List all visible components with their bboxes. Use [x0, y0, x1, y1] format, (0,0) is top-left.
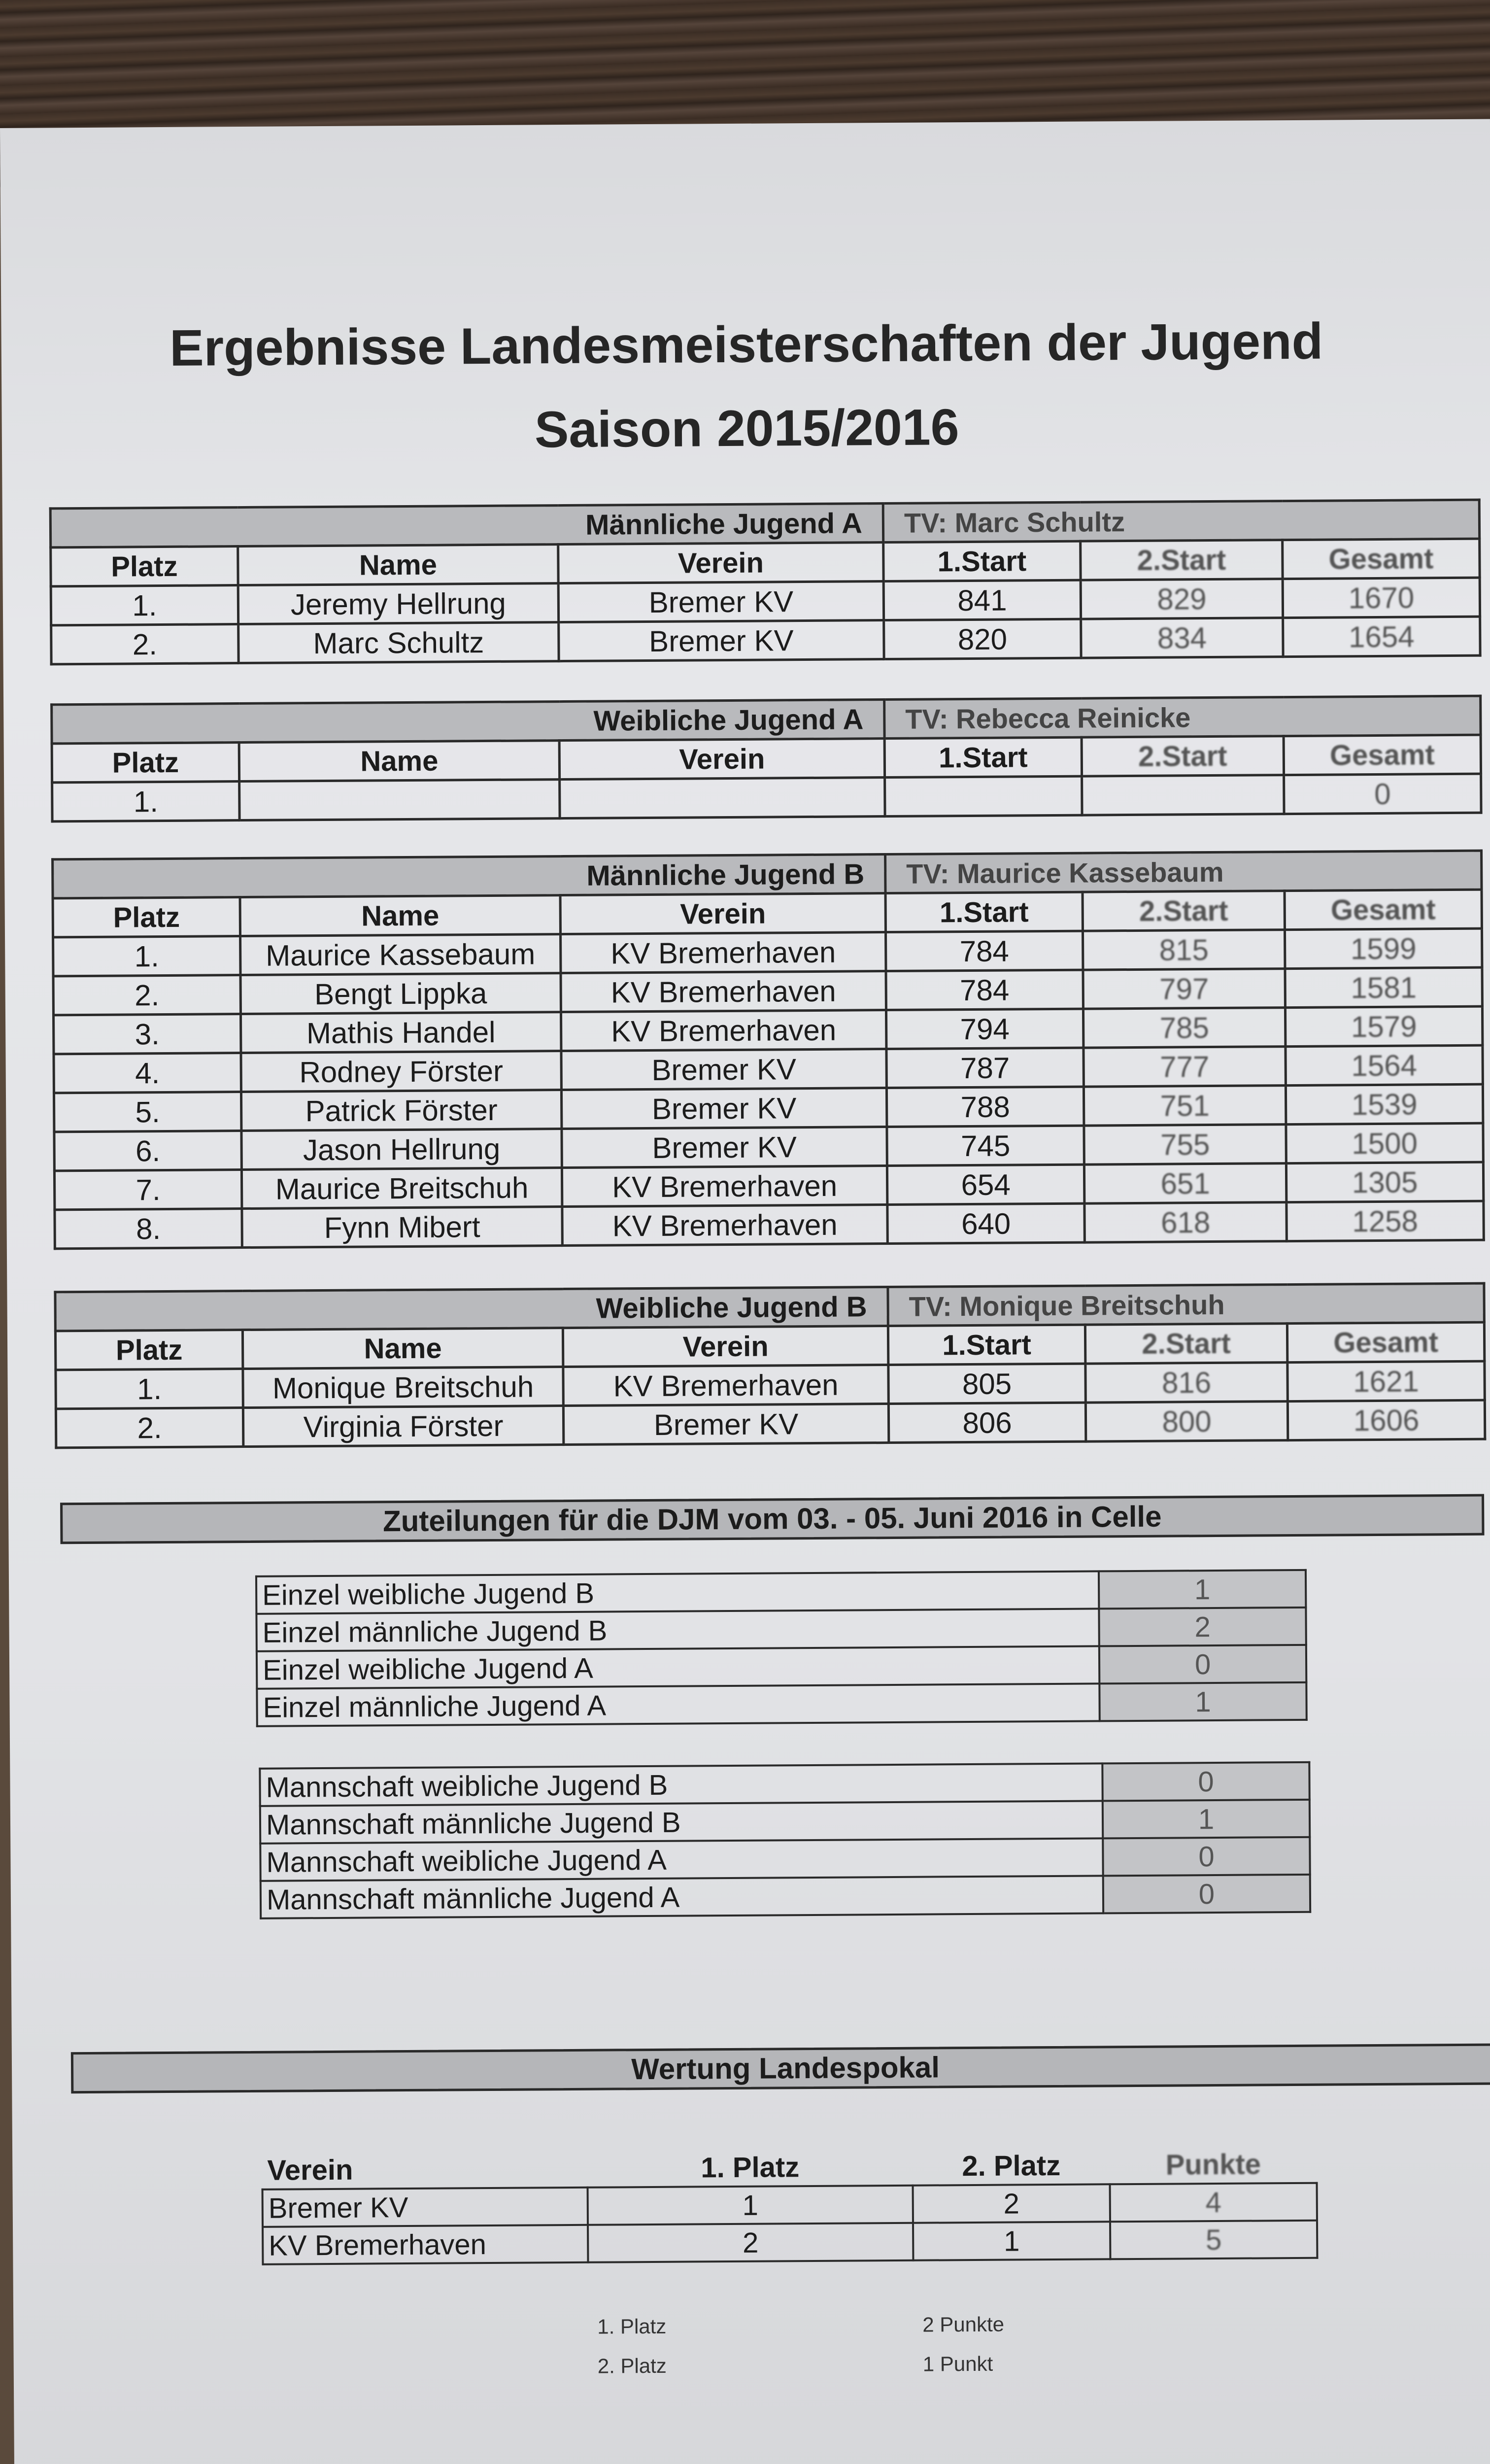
col-platz: Platz: [51, 547, 238, 586]
legend-place-2: 2. Platz: [597, 2354, 667, 2378]
page-title: Ergebnisse Landesmeisterschaften der Jugend: [169, 312, 1323, 377]
col-start2: 2.Start: [1083, 891, 1285, 931]
col-gesamt: Gesamt: [1284, 735, 1481, 775]
table-row: [51, 616, 1480, 664]
col-gesamt: Gesamt: [1285, 890, 1482, 929]
col-platz: Platz: [53, 897, 240, 937]
list-item: [257, 1645, 1306, 1689]
col-start2: 2.Start: [1085, 1324, 1287, 1364]
results-sheet: [0, 119, 1490, 2464]
cell-start2: 834: [1081, 618, 1283, 658]
table-maennliche-jugend-b: [51, 850, 1485, 1250]
col-start1: 1.Start: [883, 541, 1081, 581]
cell-name: Mathis Handel: [240, 1012, 561, 1053]
table-weibliche-jugend-b: [54, 1282, 1486, 1449]
list-item: [256, 1608, 1306, 1651]
cell-name: Marc Schultz: [238, 622, 559, 663]
cell-verein: KV Bremerhaven: [562, 1205, 887, 1246]
cell-verein: Bremer KV: [263, 2188, 588, 2227]
cell-start2: 651: [1084, 1164, 1286, 1204]
cell-name: Maurice Breitschuh: [241, 1168, 562, 1209]
cell-platz: 2.: [53, 975, 240, 1015]
cell-verein: KV Bremerhaven: [561, 932, 886, 973]
allocation-value: 0: [1103, 1837, 1310, 1876]
cell-name: Patrick Förster: [241, 1090, 561, 1131]
cell-verein: KV Bremerhaven: [561, 1010, 886, 1051]
cell-gesamt: 1621: [1287, 1361, 1485, 1401]
cell-start2: 751: [1084, 1086, 1286, 1126]
cell-start1: 745: [887, 1126, 1084, 1165]
cell-name: Fynn Mibert: [242, 1207, 562, 1248]
table-row: [55, 1201, 1484, 1249]
legend-points-1: 2 Punkte: [922, 2312, 1005, 2336]
allocation-value: 0: [1102, 1762, 1309, 1801]
section-trainer: TV: Marc Schultz: [883, 500, 1479, 542]
cell-gesamt: 1579: [1285, 1006, 1482, 1046]
allocation-label: Mannschaft männliche Jugend B: [260, 1801, 1103, 1843]
table-maennliche-jugend-a: [49, 499, 1482, 666]
cell-platz: 4.: [54, 1053, 241, 1093]
list-item: [260, 1762, 1309, 1806]
cell-verein: KV Bremerhaven: [563, 1365, 888, 1406]
allocation-label: Einzel weibliche Jugend B: [256, 1571, 1099, 1613]
col-verein: Verein: [267, 2154, 353, 2187]
cell-gesamt: 1564: [1286, 1045, 1483, 1085]
cell-start1: 806: [888, 1403, 1085, 1442]
table-row: [263, 2183, 1317, 2227]
col-verein: Verein: [558, 543, 883, 583]
cell-platz: 7.: [54, 1170, 241, 1210]
cell-platz1: 1: [588, 2186, 913, 2225]
section-heading: Männliche Jugend A: [50, 504, 883, 548]
cell-punkte: 4: [1110, 2183, 1317, 2222]
cell-name: Rodney Förster: [241, 1051, 561, 1092]
allocation-label: Mannschaft weibliche Jugend A: [260, 1838, 1103, 1881]
cell-start2: 815: [1083, 930, 1285, 970]
list-item: [261, 1875, 1310, 1918]
cell-verein: Bremer KV: [563, 1404, 888, 1445]
col-gesamt: Gesamt: [1287, 1322, 1484, 1362]
cell-start2: 618: [1084, 1202, 1287, 1243]
cell-gesamt: 1670: [1283, 578, 1480, 617]
allocation-label: Mannschaft weibliche Jugend B: [260, 1763, 1102, 1806]
col-platz2: 2. Platz: [962, 2149, 1061, 2182]
col-name: Name: [242, 1328, 563, 1369]
cell-gesamt: 1539: [1286, 1084, 1483, 1124]
cell-verein: KV Bremerhaven: [561, 971, 886, 1012]
col-punkte: Punkte: [1165, 2148, 1261, 2181]
cell-start1: 784: [886, 970, 1083, 1010]
cell-verein: Bremer KV: [558, 582, 883, 622]
cell-start2: 777: [1084, 1047, 1286, 1087]
cell-platz: 2.: [51, 624, 238, 664]
table-mannschaft-zuteilungen: [259, 1761, 1311, 1919]
cell-start1: 805: [888, 1364, 1085, 1403]
col-name: Name: [238, 545, 558, 585]
cell-platz2: 2: [913, 2184, 1110, 2223]
col-start1: 1.Start: [884, 737, 1082, 777]
allocation-label: Einzel männliche Jugend A: [257, 1683, 1099, 1726]
allocation-value: 1: [1103, 1800, 1310, 1839]
allocation-value: 2: [1099, 1608, 1306, 1646]
landespokal-heading: Wertung Landespokal: [71, 2043, 1490, 2093]
section-trainer: TV: Rebecca Reinicke: [884, 696, 1481, 738]
cell-verein: KV Bremerhaven: [263, 2225, 588, 2264]
cell-start2: 755: [1084, 1125, 1286, 1165]
col-start1: 1.Start: [885, 892, 1083, 932]
cell-verein: [560, 778, 885, 819]
col-gesamt: Gesamt: [1283, 539, 1480, 579]
legend-place-1: 1. Platz: [597, 2314, 667, 2338]
allocation-value: 1: [1099, 1570, 1306, 1609]
table-landespokal: [261, 2146, 1318, 2265]
table-row: [56, 1400, 1485, 1448]
section-heading: Männliche Jugend B: [53, 855, 885, 898]
cell-start2: 785: [1083, 1008, 1285, 1048]
cell-start2: 829: [1081, 579, 1283, 619]
cell-name: Bengt Lippka: [240, 973, 561, 1014]
cell-platz: 5.: [54, 1092, 241, 1132]
col-verein: Verein: [560, 893, 885, 934]
cell-name: [239, 780, 560, 821]
col-platz1: 1. Platz: [701, 2151, 800, 2184]
col-platz: Platz: [52, 743, 239, 783]
cell-start1: 788: [886, 1087, 1084, 1127]
zuteilungen-heading: Zuteilungen für die DJM vom 03. - 05. Juni 2016 in Celle: [60, 1494, 1484, 1544]
cell-start1: 654: [887, 1164, 1084, 1204]
section-heading: Weibliche Jugend A: [52, 700, 884, 744]
cell-platz: 2.: [56, 1408, 243, 1448]
cell-platz: 1.: [56, 1369, 243, 1409]
cell-platz: 1.: [53, 936, 240, 976]
legend-points-2: 1 Punkt: [922, 2352, 993, 2376]
table-einzel-zuteilungen: [255, 1569, 1308, 1727]
cell-gesamt: 1599: [1285, 928, 1482, 968]
cell-punkte: 5: [1110, 2221, 1317, 2259]
cell-gesamt: 1654: [1283, 616, 1481, 656]
col-start1: 1.Start: [888, 1325, 1085, 1365]
cell-platz1: 2: [588, 2223, 913, 2262]
allocation-value: 0: [1099, 1645, 1306, 1684]
cell-name: Virginia Förster: [243, 1406, 563, 1447]
allocation-label: Einzel weibliche Jugend A: [257, 1646, 1099, 1688]
allocation-value: 0: [1103, 1875, 1310, 1914]
cell-start2: 816: [1085, 1363, 1287, 1403]
table-row: [263, 2221, 1317, 2264]
table-row: [52, 774, 1481, 821]
cell-gesamt: 1305: [1286, 1162, 1483, 1202]
cell-verein: Bremer KV: [561, 1049, 886, 1090]
col-name: Name: [239, 741, 559, 782]
cell-platz: 1.: [52, 782, 239, 821]
col-start2: 2.Start: [1082, 736, 1284, 777]
cell-start1: 841: [883, 580, 1081, 620]
section-heading: Weibliche Jugend B: [55, 1287, 888, 1331]
cell-start1: 787: [886, 1048, 1084, 1088]
cell-verein: Bremer KV: [561, 1088, 886, 1129]
cell-start1: 784: [886, 931, 1083, 971]
list-item: [260, 1800, 1310, 1844]
list-item: [260, 1837, 1310, 1881]
cell-start2: 800: [1085, 1402, 1287, 1442]
list-item: [257, 1682, 1306, 1726]
col-verein: Verein: [559, 739, 884, 780]
cell-name: Monique Breitschuh: [243, 1367, 563, 1408]
cell-start1: 794: [886, 1009, 1083, 1049]
cell-verein: KV Bremerhaven: [562, 1166, 887, 1207]
allocation-label: Mannschaft männliche Jugend A: [261, 1876, 1103, 1918]
col-start2: 2.Start: [1081, 540, 1283, 581]
section-trainer: TV: Maurice Kassebaum: [885, 851, 1482, 893]
col-name: Name: [240, 895, 560, 936]
cell-gesamt: 1500: [1286, 1123, 1483, 1163]
cell-start2: [1082, 775, 1284, 816]
allocation-label: Einzel männliche Jugend B: [256, 1608, 1099, 1651]
cell-gesamt: 1581: [1285, 967, 1482, 1007]
cell-start1: [885, 776, 1082, 816]
allocation-value: 1: [1099, 1682, 1306, 1721]
cell-start1: 820: [884, 619, 1081, 659]
cell-gesamt: 0: [1284, 774, 1481, 814]
cell-start1: 640: [887, 1203, 1084, 1243]
cell-platz: 6.: [54, 1131, 241, 1171]
cell-platz: 1.: [51, 585, 238, 625]
cell-verein: Bremer KV: [562, 1127, 887, 1168]
page-subtitle: Saison 2015/2016: [534, 399, 959, 459]
cell-verein: Bremer KV: [559, 620, 884, 661]
section-trainer: TV: Monique Breitschuh: [888, 1283, 1484, 1326]
col-verein: Verein: [563, 1326, 888, 1367]
list-item: [256, 1570, 1306, 1614]
cell-platz2: 1: [913, 2222, 1110, 2260]
cell-name: Maurice Kassebaum: [240, 934, 561, 975]
table-weibliche-jugend-a: [50, 695, 1482, 823]
cell-gesamt: 1258: [1287, 1201, 1484, 1241]
cell-name: Jason Hellrung: [241, 1129, 562, 1170]
cell-gesamt: 1606: [1287, 1400, 1485, 1440]
cell-platz: 3.: [53, 1014, 240, 1054]
col-platz: Platz: [55, 1330, 242, 1370]
cell-start2: 797: [1083, 969, 1285, 1009]
cell-name: Jeremy Hellrung: [238, 583, 558, 624]
cell-platz: 8.: [55, 1209, 242, 1249]
